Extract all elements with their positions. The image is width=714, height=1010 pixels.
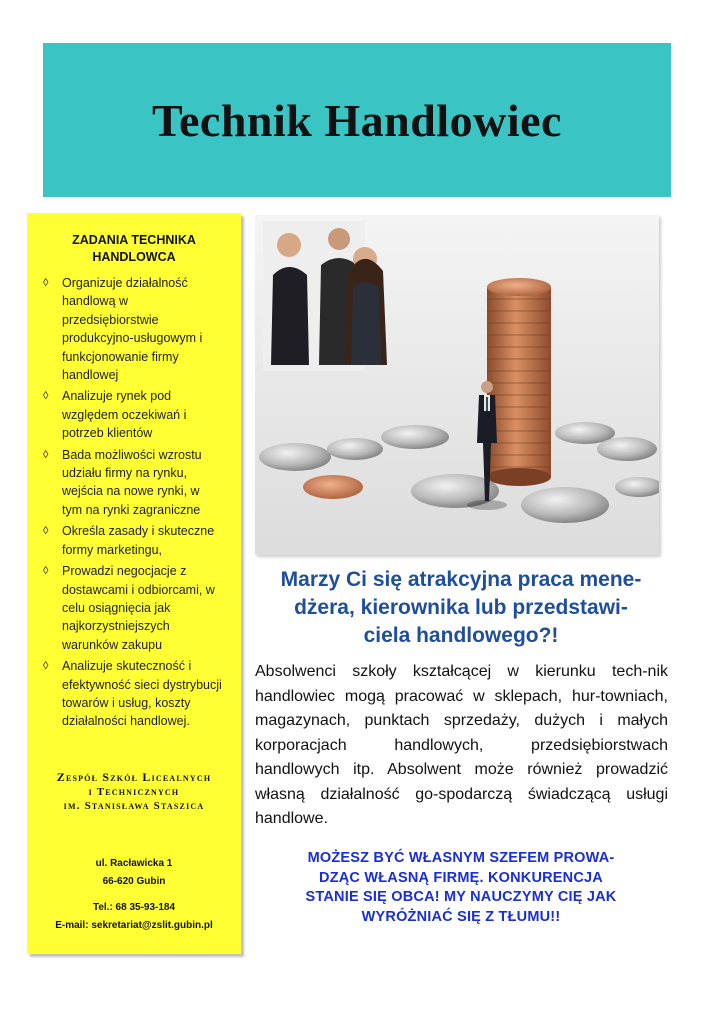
slogan-line: WYRÓŻNIAĆ SIĘ Z TŁUMU!! (361, 908, 561, 925)
task-line: produkcyjno-usługowym i (62, 331, 203, 346)
task-line: handlową w (62, 294, 129, 309)
tasks-sidebar (27, 213, 241, 954)
headline-line: Marzy Ci się atrakcyjna praca mene- (280, 568, 642, 591)
title-banner (43, 43, 671, 197)
headline-line: dżera, kierownika lub przedstawi- (294, 596, 628, 619)
diamond-bullet-icon: ◊ (43, 448, 49, 461)
task-line: wejścia na nowe rynki, w (62, 484, 200, 499)
task-line: najkorzystniejszych (62, 619, 170, 634)
page-title: Technik Handlowiec (152, 94, 562, 146)
task-line: Analizuje skuteczność i (62, 659, 192, 674)
slogan (254, 849, 668, 927)
task-line: efektywność sieci dystrybucji (62, 677, 222, 692)
coins-illustration (255, 215, 659, 555)
task-line: Organizuje działalność (62, 276, 188, 290)
tasks-heading-line: HANDLOWCA (92, 250, 176, 264)
coin-stack (487, 278, 551, 486)
coins-photo (255, 215, 659, 555)
task-line: Bada możliwości wzrostu (62, 447, 202, 462)
address-street: ul. Racławicka 1 (95, 858, 173, 869)
task-item (41, 562, 239, 654)
school-name-line: im. Stanisława Staszica (63, 800, 205, 812)
task-line: udziału firmy na rynku, (62, 466, 188, 481)
task-item (41, 274, 239, 384)
task-item (41, 522, 239, 559)
diamond-bullet-icon: ◊ (43, 525, 49, 538)
task-line: warunków zakupu (62, 637, 163, 652)
task-line: Analizuje rynek pod (62, 389, 172, 404)
task-line: dostawcami i odbiorcami, w (62, 582, 215, 597)
diamond-bullet-icon: ◊ (43, 390, 49, 403)
tasks-list (41, 274, 239, 734)
task-line: handlowej (62, 368, 119, 383)
task-line: celu osiągnięcia jak (62, 600, 171, 615)
task-line: działalności handlowej. (62, 714, 190, 729)
task-line: formy marketingu, (62, 542, 163, 557)
school-name-line: Zespół Szkół Licealnych (56, 770, 212, 784)
headline-line: ciela handlowego?! (363, 624, 559, 647)
task-line: Określa zasady i skuteczne (62, 524, 215, 539)
task-line: przedsiębiorstwie (62, 312, 159, 327)
headline (254, 566, 668, 650)
diamond-bullet-icon: ◊ (43, 277, 49, 289)
task-line: towarów i usług, koszty (62, 695, 191, 710)
contact-info (27, 855, 241, 934)
tasks-heading-line: ZADANIA TECHNIKA (72, 233, 196, 247)
task-line: względem oczekiwań i (62, 407, 187, 422)
school-name-line: i Technicznych (88, 785, 180, 798)
task-line: funkcjonowanie firmy (62, 349, 179, 364)
slogan-line: STANIE SIĘ OBCA! MY NAUCZYMY CIĘ JAK (305, 889, 617, 905)
tasks-heading (27, 232, 241, 266)
school-name (27, 770, 241, 814)
diamond-bullet-icon: ◊ (43, 660, 49, 673)
body-paragraph: Absolwenci szkoły kształcącej w kierunku tech-nik handlowiec mogą pracować w sklepach, hur-towniach, magazynach, punktach sprzedaży, dużych i małych korporacjach handlowych, przedsiębiorstwach handlowych itp. Absolwent może również prowadzić własną działalność go-spodarczą świadczącą usługi handlowe. (255, 663, 668, 827)
task-line: Prowadzi negocjacje z (62, 564, 187, 579)
task-item (41, 657, 239, 731)
task-item (41, 387, 239, 442)
task-line: potrzeb klientów (62, 426, 153, 441)
phone-number: Tel.: 68 35-93-184 (92, 902, 176, 913)
address-city: 66-620 Gubin (102, 875, 166, 887)
email-address: E-mail: sekretariat@zslit.gubin.pl (55, 919, 213, 931)
slogan-line: DZĄC WŁASNĄ FIRMĘ. KONKURENCJA (319, 869, 603, 886)
task-line: tym na rynki zagraniczne (62, 502, 201, 517)
slogan-line: MOŻESZ BYĆ WŁASNYM SZEFEM PROWA- (307, 850, 615, 866)
diamond-bullet-icon: ◊ (43, 565, 49, 578)
task-item (41, 446, 239, 520)
